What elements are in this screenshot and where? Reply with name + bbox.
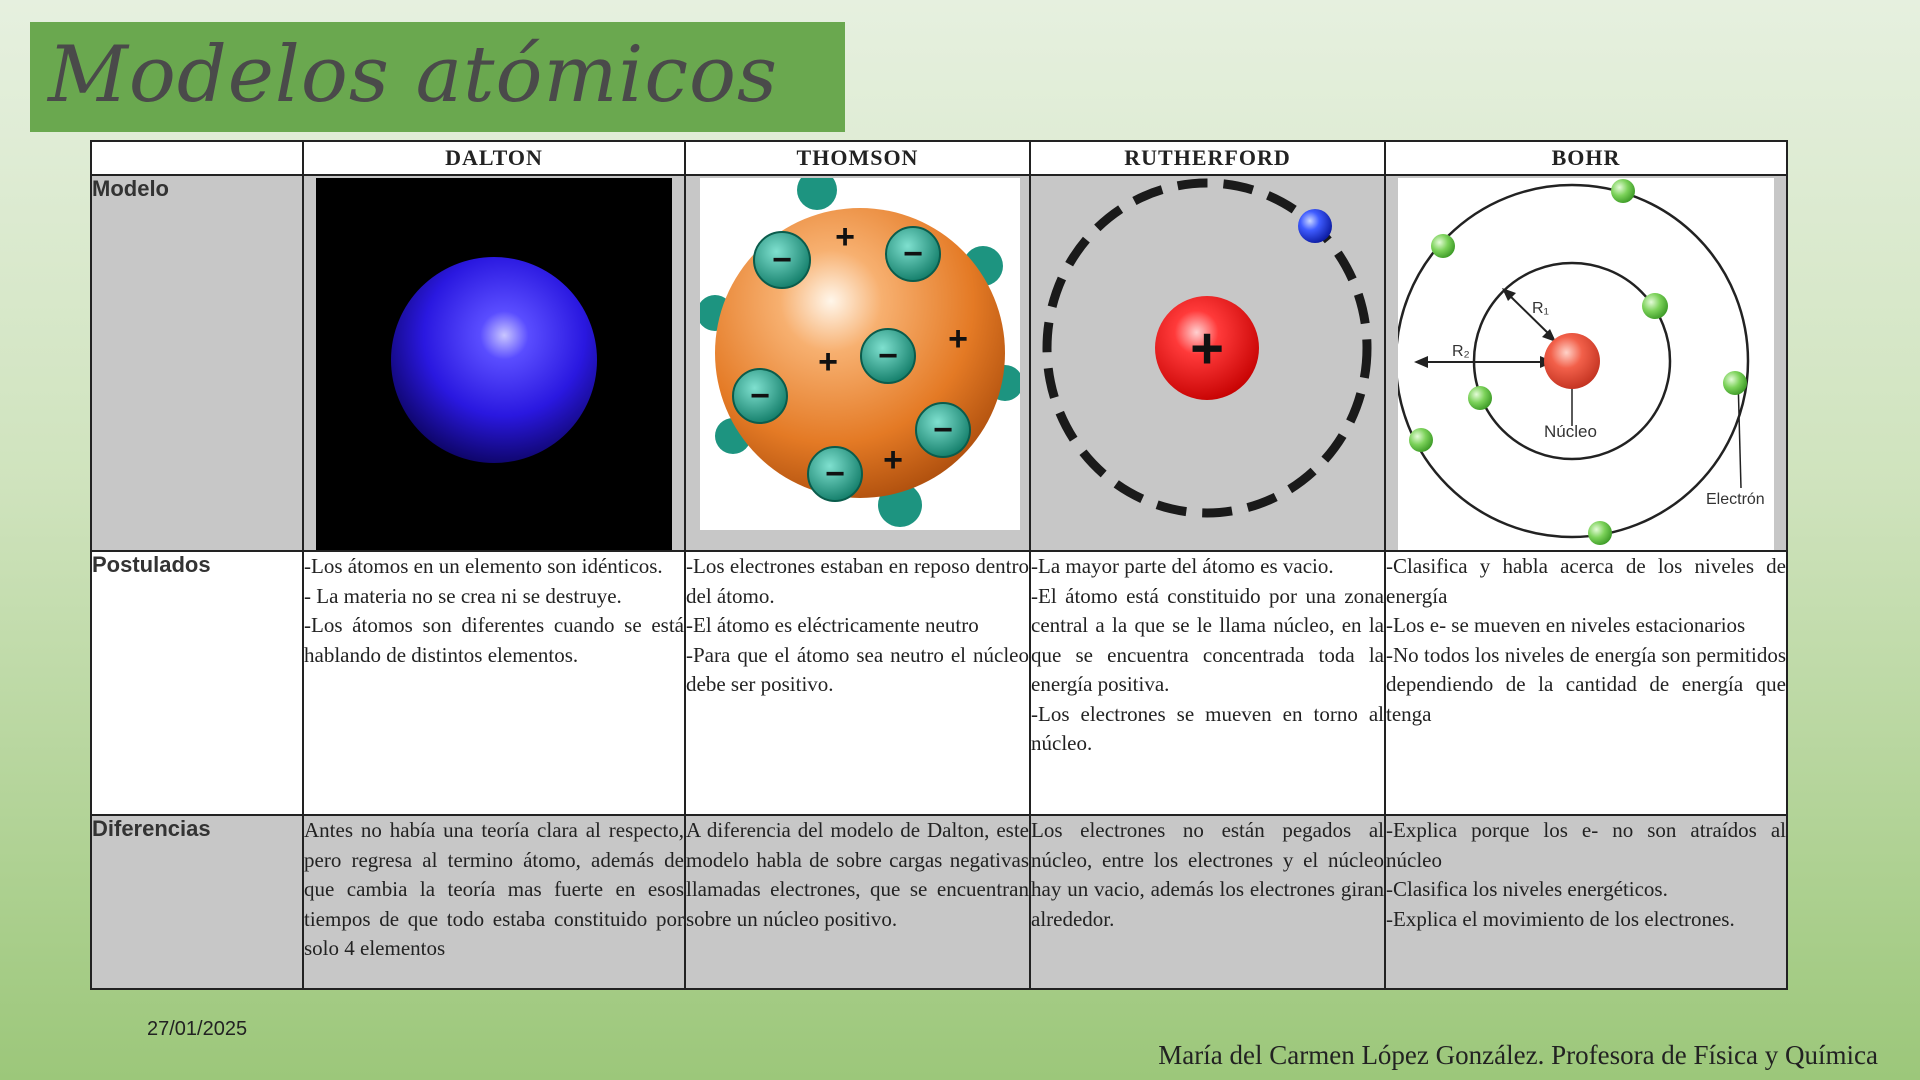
thomson-minus-1: −: [772, 241, 792, 279]
thomson-plus-3: +: [818, 343, 838, 381]
row-label-modelo: Modelo: [91, 175, 303, 551]
thomson-plus-4: +: [883, 441, 903, 479]
diferencias-rutherford: [1030, 815, 1385, 989]
diferencias-row: [91, 815, 1787, 989]
bohr-r1-label: R₁: [1532, 300, 1549, 317]
bohr-orbits-image: [1398, 178, 1774, 550]
postulado-line: -Los átomos en un elemento son idénticos.: [304, 554, 663, 578]
diferencias-dalton: [303, 815, 685, 989]
postulados-bohr: [1385, 551, 1787, 815]
bohr-nucleus-label: Núcleo: [1544, 422, 1597, 441]
postulados-dalton: [303, 551, 685, 815]
diferencia-line: -Explica el movimiento de los electrones.: [1386, 906, 1735, 931]
title-banner: [30, 22, 845, 132]
postulados-rutherford: [1030, 551, 1385, 815]
postulado-line: -Los átomos son diferentes cuando se está hablando de distintos elementos.: [304, 613, 684, 667]
diferencia-line: Los electrones no están pegados al núcleo, entre los electrones y el núcleo hay un vacio, además los electrones giran alrededor.: [1031, 818, 1384, 931]
postulado-line: -El átomo es eléctricamente neutro: [686, 613, 979, 637]
page-title: Modelos atómicos: [48, 30, 779, 120]
rutherford-model-cell: [1030, 175, 1385, 551]
header-row: [91, 141, 1787, 175]
thomson-plus-1: +: [835, 218, 855, 256]
postulado-line: -La mayor parte del átomo es vacio.: [1031, 554, 1334, 578]
diferencia-line: -Explica porque los e- no son atraídos al núcleo: [1386, 818, 1786, 872]
postulado-line: -Los electrones estaban en reposo dentro del átomo.: [686, 554, 1029, 608]
diferencia-line: A diferencia del modelo de Dalton, este modelo habla de sobre cargas negativas llamadas electrones, que se encuentran sobre un núcleo positivo.: [686, 818, 1029, 931]
thomson-minus-4: −: [750, 377, 770, 415]
dalton-sphere-image: [316, 178, 672, 550]
postulado-line: -Clasifica y habla acerca de los niveles de energía: [1386, 554, 1786, 608]
thomson-plus-2: +: [948, 320, 968, 358]
col-header-thomson: THOMSON: [685, 141, 1030, 175]
row-label-postulados: Postulados: [91, 551, 303, 815]
atomic-models-table: [90, 140, 1788, 990]
rutherford-orbit-image: [1031, 176, 1386, 550]
thomson-minus-3: −: [878, 337, 898, 375]
postulado-line: -Los electrones se mueven en torno al núcleo.: [1031, 701, 1384, 755]
postulado-line: -Para que el átomo sea neutro el núcleo debe ser positivo.: [686, 642, 1029, 696]
thomson-minus-6: −: [825, 455, 845, 493]
slide-date: 27/01/2025: [147, 1018, 248, 1040]
bohr-r2-label: R₂: [1452, 343, 1470, 360]
diferencia-line: Antes no había una teoría clara al respecto, pero regresa al termino átomo, además de que cambia la teoría mas fuerte en esos tiempos de que todo estaba constituido por solo 4 elementos: [304, 818, 684, 960]
dalton-model-cell: [303, 175, 685, 551]
postulado-line: -El átomo está constituido por una zona central a la que se le llama núcleo, en la que se encuentra concentrada toda la energía positiva.: [1031, 583, 1384, 696]
thomson-minus-5: −: [933, 411, 953, 449]
postulados-row: [91, 551, 1787, 815]
corner-cell: [91, 141, 303, 175]
col-header-bohr: BOHR: [1385, 141, 1787, 175]
col-header-rutherford: RUTHERFORD: [1030, 141, 1385, 175]
bohr-electron-label: Electrón: [1706, 491, 1765, 508]
postulado-line: - La materia no se crea ni se destruye.: [304, 583, 622, 608]
thomson-plum-pudding-image: [700, 178, 1020, 530]
diferencias-bohr: [1385, 815, 1787, 989]
rutherford-plus: +: [1190, 316, 1224, 381]
thomson-minus-2: −: [903, 235, 923, 273]
col-header-dalton: DALTON: [303, 141, 685, 175]
diferencias-thomson: [685, 815, 1030, 989]
postulado-line: -Los e- se mueven en niveles estacionarios: [1386, 613, 1746, 637]
modelo-row: [91, 175, 1787, 551]
thomson-model-cell: [685, 175, 1030, 551]
slide-author: María del Carmen López González. Profesora de Física y Química: [1158, 1040, 1878, 1070]
postulados-thomson: [685, 551, 1030, 815]
row-label-diferencias: Diferencias: [91, 815, 303, 989]
diferencia-line: -Clasifica los niveles energéticos.: [1386, 877, 1668, 901]
postulado-line: -No todos los niveles de energía son permitidos dependiendo de la cantidad de energía que tenga: [1386, 642, 1786, 726]
bohr-model-cell: [1385, 175, 1787, 551]
